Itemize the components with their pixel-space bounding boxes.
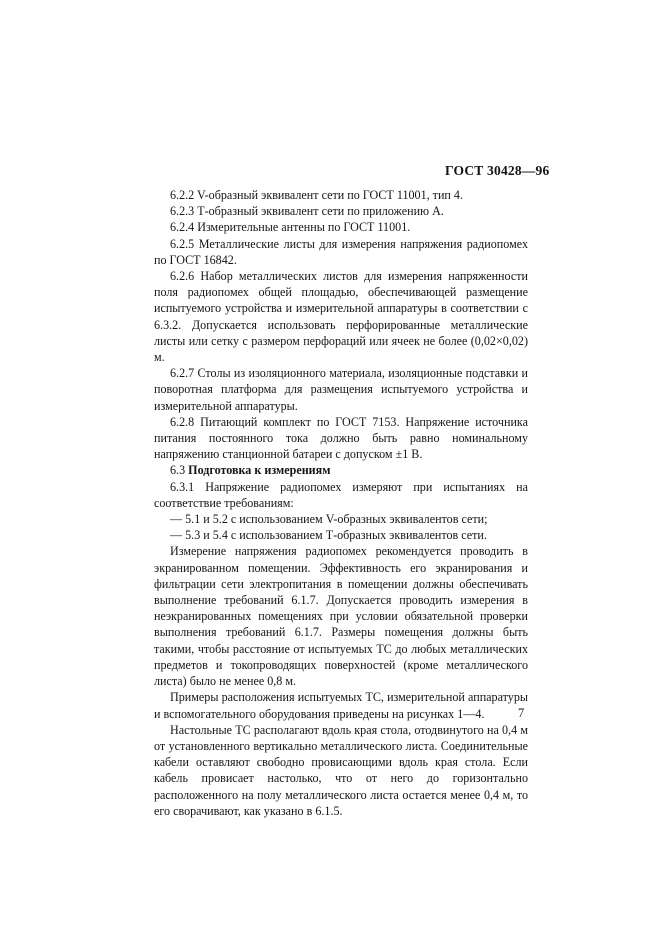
section-heading: [154, 462, 528, 478]
paragraph-6-2-6: 6.2.6 Набор металлических листов для измерения напряженности поля радиопомех общей площадью, обеспечивающей размещение испытуемого устройства и измерительной аппаратуры в соответствии с 6.3.2. Допускается использовать перфорированные металлические листы или сетку с размером перфораций или ячеек не более (0,02×0,02) м.: [154, 269, 528, 365]
paragraph-6-2-7: 6.2.7 Столы из изоляционного материала, изоляционные подставки и поворотная платформа для размещения испытуемого устройства и измерительной аппаратуры.: [154, 366, 528, 413]
section-title: Подготовка к измерениям: [188, 463, 331, 478]
paragraph-layout-examples: Примеры расположения испытуемых ТС, измерительной аппаратуры и вспомогательного оборудования приведены на рисунках 1—4.: [154, 690, 528, 721]
paragraph-6-2-4: 6.2.4 Измерительные антенны по ГОСТ 11001.: [170, 220, 411, 235]
paragraph-6-2-3: 6.2.3 Т-образный эквивалент сети по приложению А.: [170, 204, 444, 219]
page-number: 7: [518, 706, 525, 720]
standard-header: ГОСТ 30428—96: [445, 163, 550, 178]
body-text: [154, 187, 528, 819]
section-number: 6.3: [170, 463, 186, 478]
paragraph-6-2-2: 6.2.2 V-образный эквивалент сети по ГОСТ 11001, тип 4.: [170, 188, 463, 202]
paragraph-6-2-8: 6.2.8 Питающий комплект по ГОСТ 7153. Напряжение источника питания постоянного тока должно быть равно номинальному напряжению станционной батареи с допуском ±1 В.: [154, 414, 528, 462]
paragraph-screened-room: Измерение напряжения радиопомех рекомендуется проводить в экранированном помещении. Эффективность его экранирования и фильтрации сети электропитания в помещении должны обеспечивать выполнение требований 6.1.7. Допускается проводить измерения в неэкранированных помещениях при условии обязательной проверки выполнения требований 6.1.7. Размеры помещения должны быть такими, чтобы расстояние от испытуемых ТС до любых металлических предметов и токопроводящих поверхностей (кроме металлического листа) было не менее 0,8 м.: [154, 544, 528, 689]
paragraph-tabletop-equipment: Настольные ТС располагают вдоль края стола, отодвинутого на 0,4 м от установленного вертикально металлического листа. Соединительные кабели оставляют свободно провисающими вдоль края стола. Если кабель провисает настолько, что от него до горизонтально расположенного на полу металлического листа остается менее 0,4 м, то его сворачивают, как указано в 6.1.5.: [154, 722, 528, 818]
paragraph-6-2-5: 6.2.5 Металлические листы для измерения напряжения радиопомех по ГОСТ 16842.: [154, 236, 528, 267]
dash-item-v-networks: — 5.1 и 5.2 с использованием V-образных эквивалентов сети;: [170, 512, 488, 527]
dash-item-t-networks: — 5.3 и 5.4 с использованием Т-образных эквивалентов сети.: [170, 528, 487, 543]
paragraph-6-3-1: 6.3.1 Напряжение радиопомех измеряют при испытаниях на соответствие требованиям:: [154, 479, 528, 510]
